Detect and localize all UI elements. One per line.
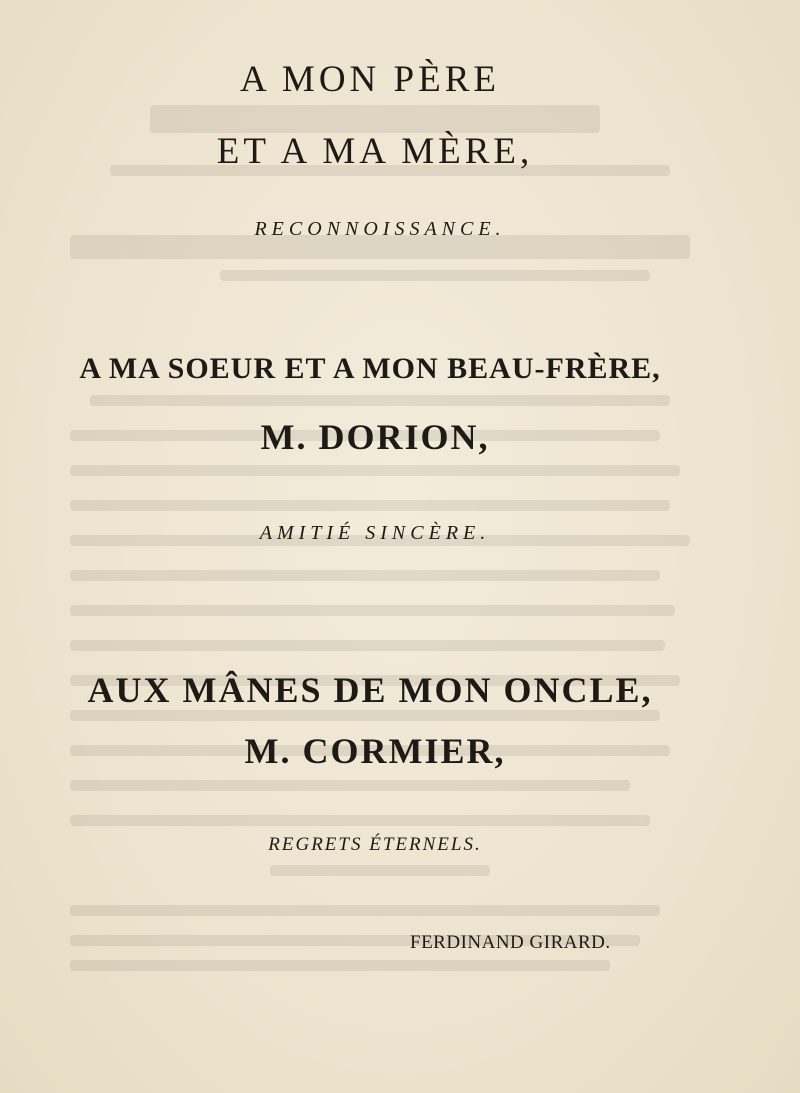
dedication-uncle-line: AUX MÂNES DE MON ONCLE, [87, 670, 653, 710]
dedication-sister-sentiment: AMITIÉ SINCÈRE. [259, 522, 491, 544]
dedication-parents-sentiment: RECONNOISSANCE. [254, 218, 506, 240]
author-signature: FERDINAND GIRARD. [410, 932, 611, 953]
dedication-uncle-sentiment: REGRETS ÉTERNELS. [268, 834, 482, 855]
dedication-uncle-name: M. CORMIER, [244, 731, 506, 771]
dedication-sister-line: A MA SOEUR ET A MON BEAU-FRÈRE, [79, 352, 661, 385]
dedication-parents-line2: ET A MA MÈRE, [216, 131, 534, 172]
dedication-sister-name: M. DORION, [260, 417, 490, 457]
dedication-parents-line1: A MON PÈRE [240, 59, 500, 100]
